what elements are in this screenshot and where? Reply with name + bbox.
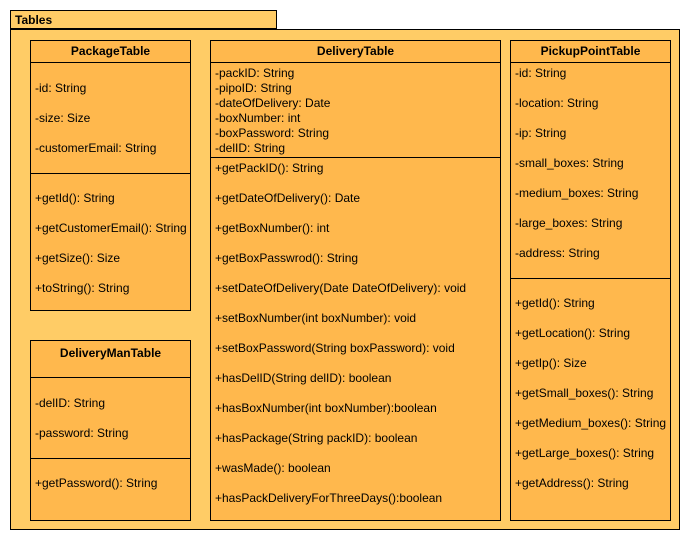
package-name: Tables xyxy=(15,13,53,27)
method: +hasBoxNumber(int boxNumber):boolean xyxy=(215,401,437,415)
attribute: -medium_boxes: String xyxy=(515,186,639,200)
method: +getCustomerEmail(): String xyxy=(35,221,187,235)
attribute: -delID: String xyxy=(35,396,106,410)
method: +hasPackDeliveryForThreeDays():boolean xyxy=(215,491,443,505)
attribute: -boxNumber: int xyxy=(215,111,301,125)
class-title: DeliveryTable xyxy=(211,41,500,63)
method: +hasPackage(String packID): boolean xyxy=(215,431,418,445)
method: +getMedium_boxes(): String xyxy=(515,416,667,430)
method: +getBoxNumber(): int xyxy=(215,221,330,235)
class-title: PackageTable xyxy=(31,41,190,63)
method: +getLocation(): String xyxy=(515,326,631,340)
method: +getLarge_boxes(): String xyxy=(515,446,655,460)
methods-section xyxy=(511,278,670,520)
method: +getBoxPasswrod(): String xyxy=(215,251,359,265)
method: +getDateOfDelivery(): Date xyxy=(215,191,361,205)
method: +wasMade(): boolean xyxy=(215,461,331,475)
method: +getIp(): Size xyxy=(515,356,587,370)
attribute: -ip: String xyxy=(515,126,567,140)
attribute: -id: String xyxy=(515,66,567,80)
attribute: -pipoID: String xyxy=(215,81,292,95)
package-tab[interactable] xyxy=(10,10,277,29)
method: +getSize(): Size xyxy=(35,251,121,265)
attribute: -packID: String xyxy=(215,66,295,80)
method: +getPassword(): String xyxy=(35,476,158,490)
class-delivery-man-table[interactable] xyxy=(30,340,191,521)
method: +getAddress(): String xyxy=(515,476,629,490)
method: +setBoxPassword(String boxPassword): void xyxy=(215,341,455,355)
class-pickup-point-table[interactable] xyxy=(510,40,671,521)
method: +getSmall_boxes(): String xyxy=(515,386,654,400)
attribute: -delID: String xyxy=(215,141,286,155)
method: +setDateOfDelivery(Date DateOfDelivery): void xyxy=(215,281,467,295)
attributes-section xyxy=(31,378,190,458)
attribute: -customerEmail: String xyxy=(35,141,157,155)
class-delivery-table[interactable] xyxy=(210,40,501,521)
attribute: -address: String xyxy=(515,246,600,260)
attribute: -small_boxes: String xyxy=(515,156,624,170)
class-title: DeliveryManTable xyxy=(31,341,190,378)
class-package-table[interactable] xyxy=(30,40,191,311)
method: +toString(): String xyxy=(35,281,130,295)
attribute: -size: Size xyxy=(35,111,91,125)
attributes-section xyxy=(511,63,670,278)
attribute: -password: String xyxy=(35,426,129,440)
attribute: -id: String xyxy=(35,81,87,95)
attribute: -dateOfDelivery: Date xyxy=(215,96,331,110)
methods-section xyxy=(31,173,190,310)
class-title: PickupPointTable xyxy=(511,41,670,63)
attribute: -location: String xyxy=(515,96,599,110)
method: +getId(): String xyxy=(515,296,595,310)
method: +setBoxNumber(int boxNumber): void xyxy=(215,311,417,325)
attribute: -large_boxes: String xyxy=(515,216,623,230)
methods-section xyxy=(211,157,500,520)
attribute: -boxPassword: String xyxy=(215,126,330,140)
methods-section xyxy=(31,458,190,520)
attributes-section xyxy=(31,63,190,173)
method: +getPackID(): String xyxy=(215,161,324,175)
method: +hasDelID(String delID): boolean xyxy=(215,371,392,385)
method: +getId(): String xyxy=(35,191,115,205)
attributes-section xyxy=(211,63,500,157)
